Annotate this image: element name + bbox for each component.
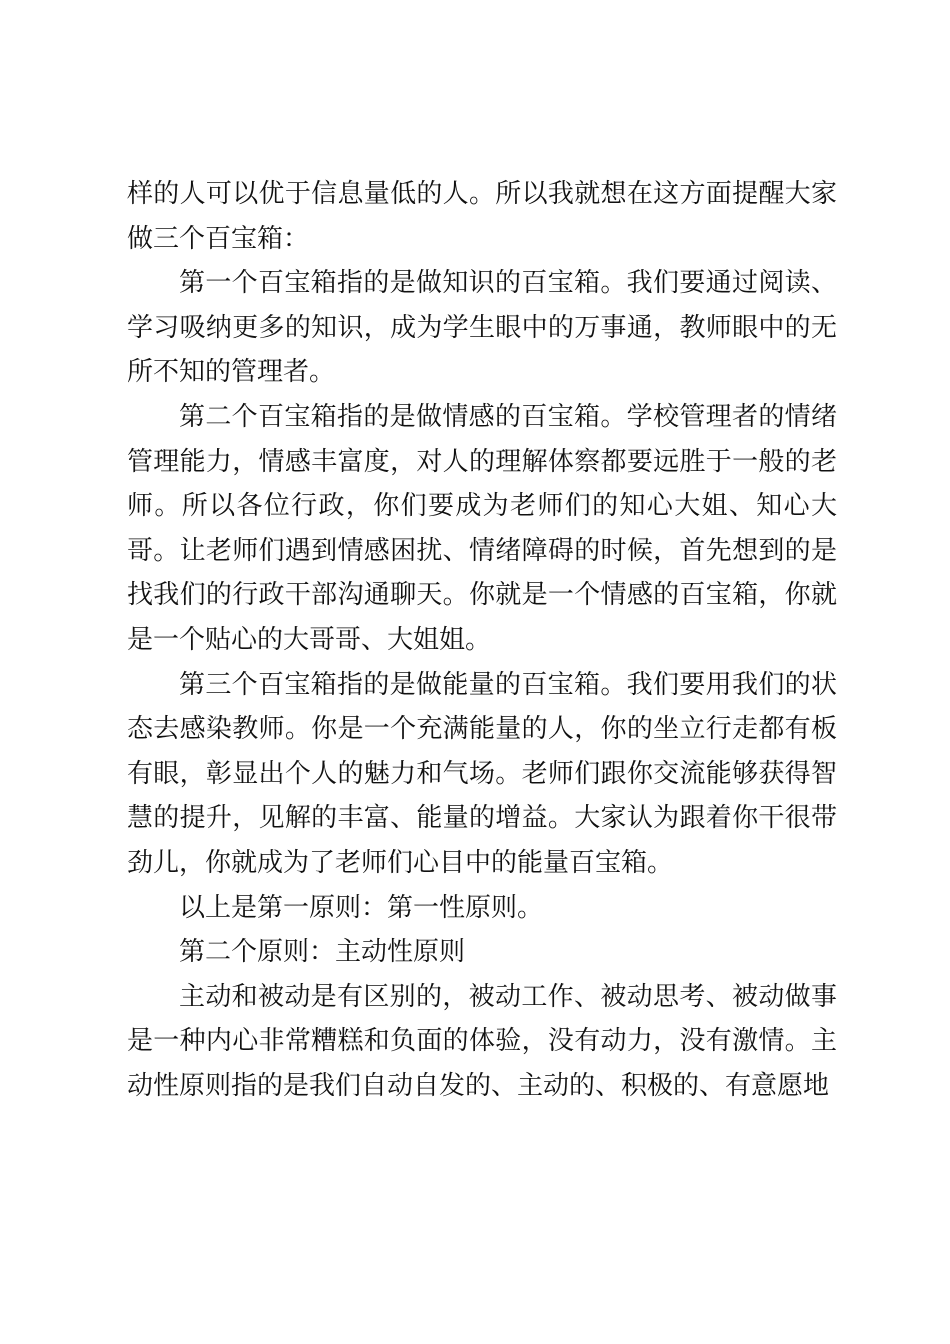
paragraph-initiative-principle: 主动和被动是有区别的，被动工作、被动思考、被动做事是一种内心非常糟糕和负面的体验，没有动力，没有激情。主动性原则指的是我们自动自发的、主动的、积极的、有意愿地 xyxy=(127,981,837,1101)
paragraph-first-principle-summary: 以上是第一原则：第一性原则。 xyxy=(179,892,544,923)
paragraph-emotion-box: 第二个百宝箱指的是做情感的百宝箱。学校管理者的情绪管理能力，情感丰富度，对人的理解体察都要远胜于一般的老师。所以各位行政，你们要成为老师们的知心大姐、知心大哥。让老师们遇到情感困扰、情绪障碍的时候，首先想到的是找我们的行政干部沟通聊天。你就是一个情感的百宝箱，你就是一个贴心的大哥哥、大姐姐。 xyxy=(127,401,837,655)
document-page xyxy=(127,172,837,1108)
paragraph-energy-box: 第三个百宝箱指的是做能量的百宝箱。我们要用我们的状态去感染教师。你是一个充满能量的人，你的坐立行走都有板有眼，彰显出个人的魅力和气场。老师们跟你交流能够获得智慧的提升，见解的丰富、能量的增益。大家认为跟着你干很带劲儿，你就成为了老师们心目中的能量百宝箱。 xyxy=(127,669,837,878)
paragraph-continuation: 样的人可以优于信息量低的人。所以我就想在这方面提醒大家做三个百宝箱： xyxy=(127,179,837,254)
paragraph-second-principle-heading: 第二个原则：主动性原则 xyxy=(179,937,466,968)
paragraph-knowledge-box: 第一个百宝箱指的是做知识的百宝箱。我们要通过阅读、学习吸纳更多的知识，成为学生眼中的万事通，教师眼中的无所不知的管理者。 xyxy=(127,268,837,388)
